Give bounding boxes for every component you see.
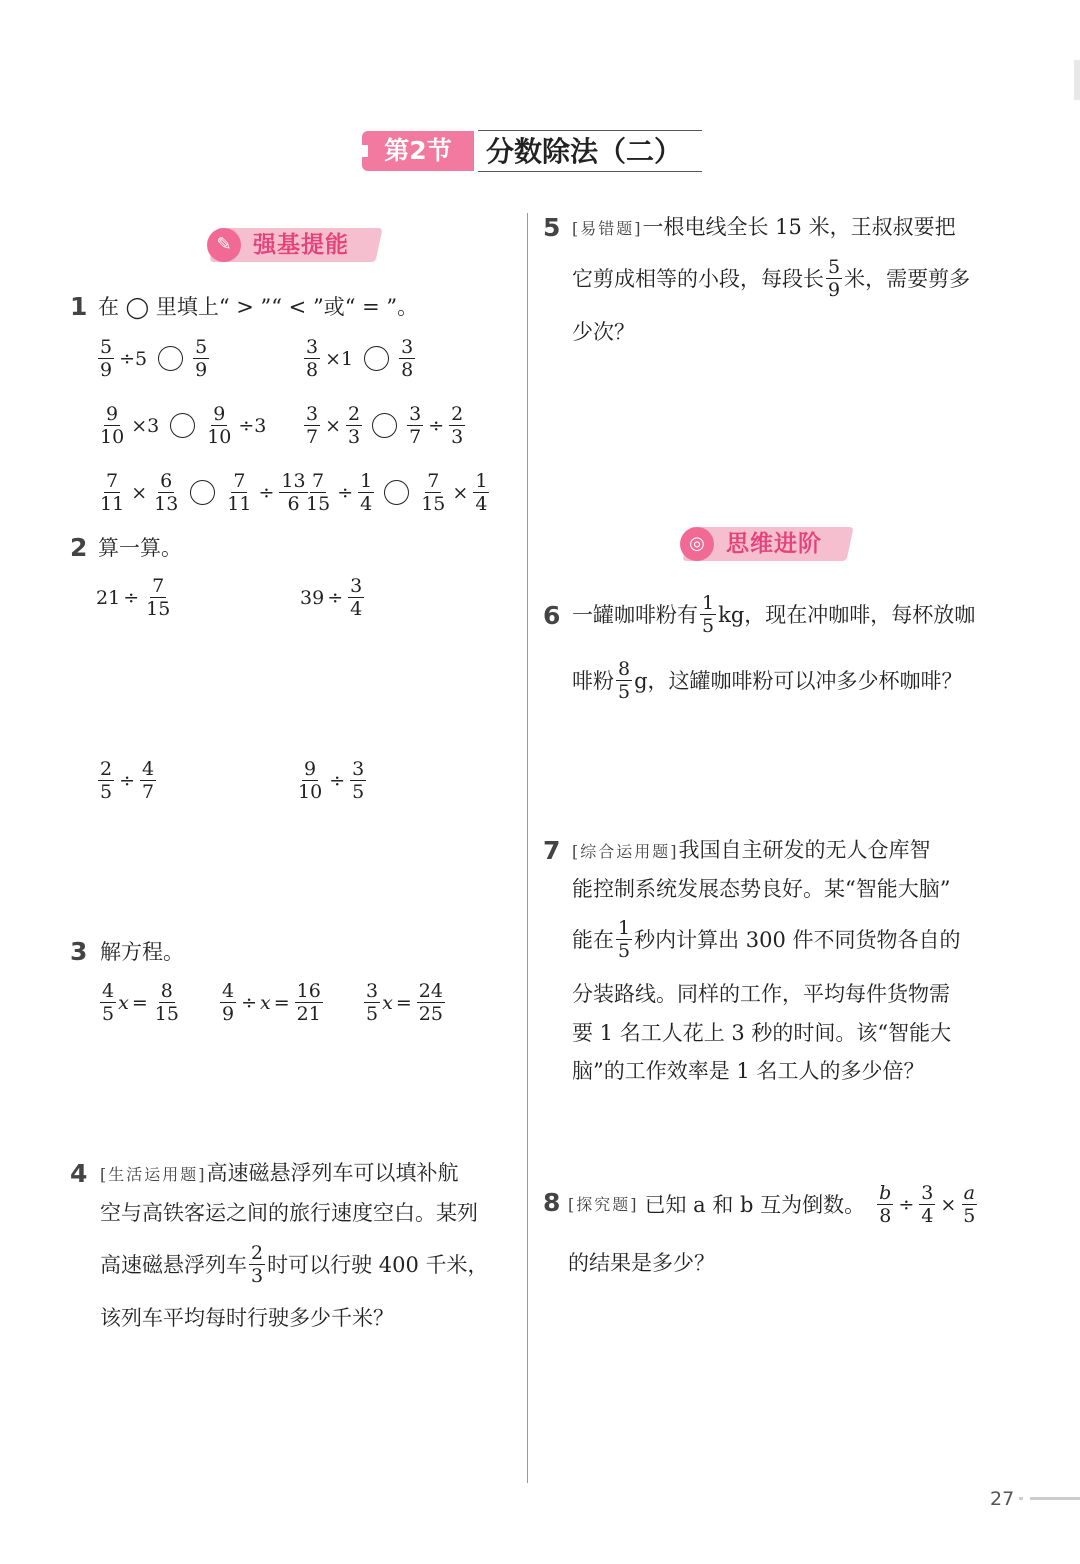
fraction: $\frac{a}{5}$ — [963, 1182, 976, 1227]
answer-circle[interactable] — [372, 413, 397, 438]
fraction: $\frac{3}{7}$ — [306, 403, 319, 448]
question-number: 6 — [543, 601, 561, 630]
page-number: 27 — [990, 1488, 1015, 1510]
fraction: $\frac{16}{21}$ — [296, 980, 321, 1025]
fraction: $\frac{4}{5}$ — [102, 980, 115, 1025]
fraction: $\frac{24}{25}$ — [418, 980, 443, 1025]
q8-line2: 的结果是多少？ — [568, 1251, 715, 1275]
badge-notch — [362, 145, 368, 157]
answer-circle[interactable] — [158, 346, 183, 371]
q5-line3: 少次？ — [572, 320, 635, 344]
q1-expr-6: $\frac{7}{15}$ ÷ $\frac{1}{4}$ $\frac{7}{15}$ × $\frac{1}{4}$ — [306, 470, 488, 515]
page-title: 分数除法（二） — [486, 135, 683, 168]
fraction: $\frac{3}{5}$ — [366, 980, 379, 1025]
q2-prompt: 算一算。 — [98, 536, 182, 560]
fraction: $\frac{3}{7}$ — [409, 403, 422, 448]
q1-expr-3: $\frac{9}{10}$ ×3 $\frac{9}{10}$ ÷3 — [100, 403, 267, 448]
fraction: $\frac{3}{8}$ — [401, 336, 414, 381]
fraction: $\frac{13}{6}$ — [281, 470, 306, 515]
answer-circle[interactable] — [384, 480, 409, 505]
medal-icon: ◎ — [680, 527, 714, 561]
question-number: 2 — [70, 533, 88, 562]
fraction: $\frac{7}{11}$ — [227, 470, 252, 515]
fraction: $\frac{1}{4}$ — [360, 470, 373, 515]
q1-expr-5: $\frac{7}{11}$ × $\frac{6}{13}$ $\frac{7}{11}$ ÷ $\frac{13}{6}$ — [100, 470, 306, 515]
fraction: $\frac{1}{5}$ — [702, 592, 715, 637]
q3-eq-2: $\frac{4}{9}$ ÷ x = $\frac{16}{21}$ — [222, 980, 321, 1025]
fraction: $\frac{2}{3}$ — [451, 403, 464, 448]
q4-line4: 该列车平均每时行驶多少千米？ — [100, 1306, 394, 1330]
q3-eq-1: $\frac{4}{5}$ x = $\frac{8}{15}$ — [102, 980, 179, 1025]
q7-line4: 分装路线。同样的工作，平均每件货物需 — [572, 982, 950, 1006]
question-number: 8 — [543, 1188, 561, 1217]
fraction: $\frac{1}{5}$ — [618, 917, 631, 962]
q1-expr-4: $\frac{3}{7}$ × $\frac{2}{3}$ $\frac{3}{7}$ ÷ $\frac{2}{3}$ — [306, 403, 464, 448]
fraction: $\frac{3}{5}$ — [352, 758, 365, 803]
section-badge: 第2节 — [362, 131, 474, 171]
fraction: $\frac{9}{10}$ — [100, 403, 125, 448]
fraction: $\frac{2}{3}$ — [251, 1242, 264, 1287]
fraction: $\frac{5}{9}$ — [195, 336, 208, 381]
q1-expr-1: $\frac{5}{9}$ ÷5 $\frac{5}{9}$ — [100, 336, 208, 381]
fraction: $\frac{2}{3}$ — [348, 403, 361, 448]
q3-eq-3: $\frac{3}{5}$ x = $\frac{24}{25}$ — [366, 980, 443, 1025]
fraction: $\frac{4}{9}$ — [222, 980, 235, 1025]
fraction: $\frac{7}{15}$ — [306, 470, 331, 515]
q4-line1: [生活运用题]高速磁悬浮列车可以填补航 — [100, 1161, 459, 1185]
q8-line1: [探究题] 已知 a 和 b 互为倒数。 $\frac{b}{8}$ ÷ $\frac{3}{4}$ × $\frac{a}{5}$ — [568, 1182, 976, 1227]
q7-line2: 能控制系统发展态势良好。某“智能大脑” — [572, 877, 951, 901]
banner-basic-label: 强基提能 — [253, 232, 349, 258]
page-decor-dot — [1019, 1497, 1023, 1500]
q2-expr-c: $\frac{2}{5}$ ÷ $\frac{4}{7}$ — [100, 758, 155, 803]
question-number: 3 — [70, 937, 88, 966]
fraction: $\frac{6}{13}$ — [154, 470, 179, 515]
fraction: $\frac{5}{9}$ — [828, 256, 841, 301]
answer-circle[interactable] — [364, 346, 389, 371]
pencil-icon: ✎ — [207, 228, 241, 262]
q1-expr-2: $\frac{3}{8}$ ×1 $\frac{3}{8}$ — [306, 336, 414, 381]
q7-line3: 能在 $\frac{1}{5}$ 秒内计算出 300 件不同货物各自的 — [572, 917, 961, 962]
question-number: 5 — [543, 213, 561, 242]
fraction: $\frac{1}{4}$ — [475, 470, 488, 515]
q7-line6: 脑”的工作效率是 1 名工人的多少倍？ — [572, 1059, 925, 1083]
banner-basic — [207, 228, 379, 262]
fraction: $\frac{7}{15}$ — [421, 470, 446, 515]
fraction: $\frac{8}{15}$ — [154, 980, 179, 1025]
question-number: 7 — [543, 836, 561, 865]
q1-prompt: 在 ◯ 里填上“ > ”“ < ”或“ = ”。 — [98, 295, 419, 319]
q6-line2: 啡粉 $\frac{8}{5}$ g，这罐咖啡粉可以冲多少杯咖啡？ — [572, 658, 963, 703]
q6-line1: 一罐咖啡粉有 $\frac{1}{5}$ kg，现在冲咖啡，每杯放咖 — [572, 592, 976, 637]
fraction: $\frac{2}{5}$ — [100, 758, 113, 803]
fraction: $\frac{7}{15}$ — [146, 575, 171, 620]
question-number: 1 — [70, 292, 88, 321]
fraction: $\frac{3}{4}$ — [350, 575, 363, 620]
fraction: $\frac{3}{4}$ — [921, 1182, 934, 1227]
fraction: $\frac{b}{8}$ — [879, 1182, 892, 1227]
answer-circle[interactable] — [170, 413, 195, 438]
q5-line2: 它剪成相等的小段，每段长 $\frac{5}{9}$ 米，需要剪多 — [572, 256, 971, 301]
fraction: $\frac{9}{10}$ — [298, 758, 323, 803]
q5-line1: [易错题]一根电线全长 15 米，王叔叔要把 — [572, 215, 956, 239]
banner-advanced-label: 思维进阶 — [726, 531, 822, 557]
banner-advanced — [680, 527, 850, 561]
answer-circle[interactable] — [190, 480, 215, 505]
q2-expr-a: 21 ÷ $\frac{7}{15}$ — [96, 575, 171, 620]
q2-expr-d: $\frac{9}{10}$ ÷ $\frac{3}{5}$ — [298, 758, 365, 803]
q7-line5: 要 1 名工人花上 3 秒的时间。该“智能大 — [572, 1021, 952, 1045]
q4-line3: 高速磁悬浮列车 $\frac{2}{3}$ 时可以行驶 400 千米， — [100, 1242, 489, 1287]
q4-line2: 空与高铁客运之间的旅行速度空白。某列 — [100, 1201, 478, 1225]
fraction: $\frac{5}{9}$ — [100, 336, 113, 381]
fraction: $\frac{7}{11}$ — [100, 470, 125, 515]
q2-expr-b: 39 ÷ $\frac{3}{4}$ — [300, 575, 363, 620]
fraction: $\frac{4}{7}$ — [142, 758, 155, 803]
page-decor-line — [1030, 1497, 1080, 1500]
q7-line1: [综合运用题]我国自主研发的无人仓库智 — [572, 838, 931, 862]
column-divider — [527, 213, 528, 1483]
page-edge-shadow — [1074, 60, 1080, 100]
fraction: $\frac{3}{8}$ — [306, 336, 319, 381]
q3-prompt: 解方程。 — [100, 940, 184, 964]
question-number: 4 — [70, 1159, 88, 1188]
fraction: $\frac{8}{5}$ — [618, 658, 631, 703]
fraction: $\frac{9}{10}$ — [207, 403, 232, 448]
